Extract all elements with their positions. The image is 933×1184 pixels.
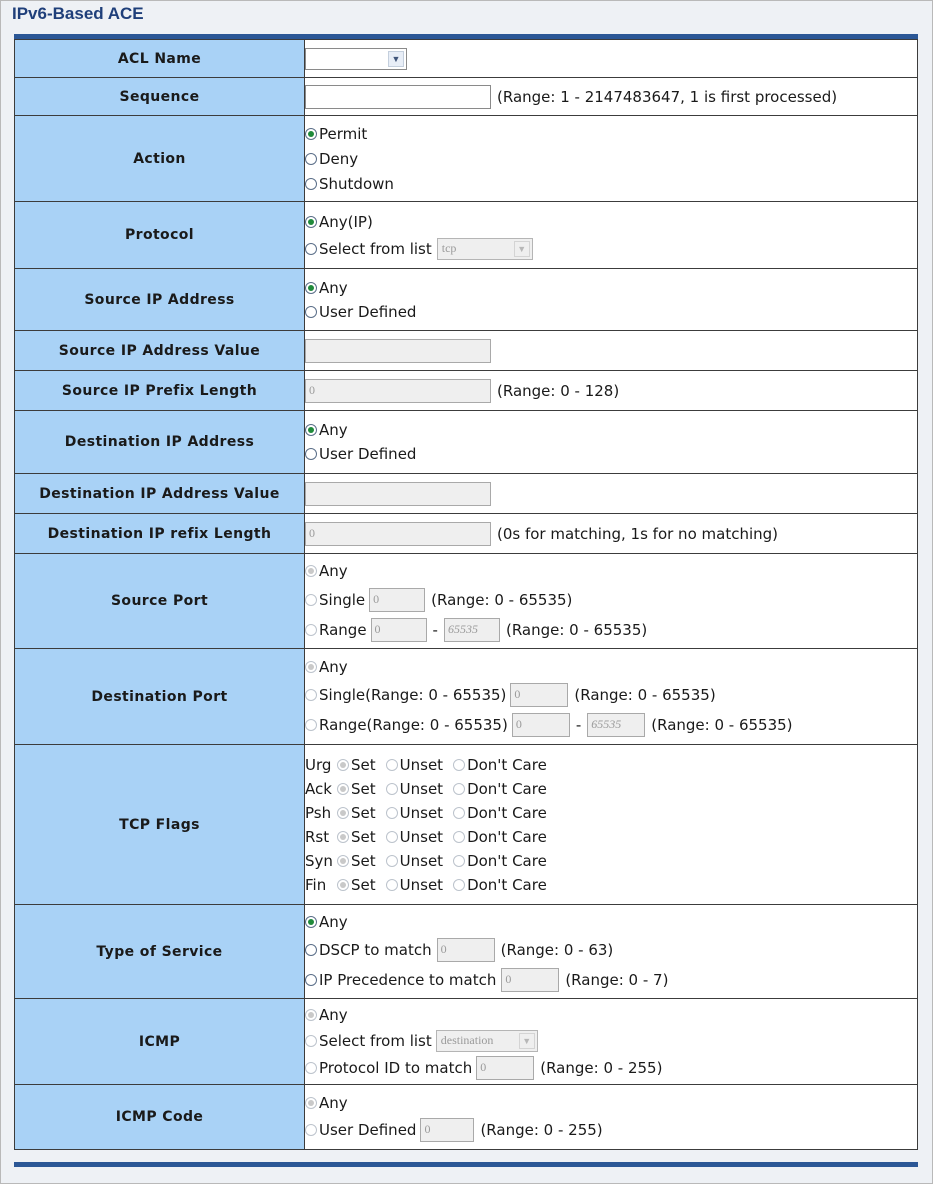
icmp-code-user-input[interactable]: 0 bbox=[420, 1118, 474, 1142]
row-sequence bbox=[15, 78, 918, 116]
tos-any-radio[interactable] bbox=[305, 916, 317, 928]
source-port-any-radio[interactable] bbox=[305, 565, 317, 577]
tos-precedence-radio[interactable] bbox=[305, 974, 317, 986]
tos-dscp-input[interactable]: 0 bbox=[437, 938, 495, 962]
tcp-flag-name: Urg bbox=[305, 755, 332, 774]
acl-name-select[interactable] bbox=[305, 48, 407, 70]
acl-name-label: ACL Name bbox=[15, 40, 305, 78]
row-source-port: Source Port Any Single 0 (Range: 0 - 65535) Range 0 - 65535 (Range: 0 - 65535) bbox=[15, 554, 918, 649]
source-port-range-to-input[interactable]: 65535 bbox=[444, 618, 500, 642]
icmp-protocol-radio[interactable] bbox=[305, 1062, 317, 1074]
icmp-code-label: ICMP Code bbox=[15, 1085, 305, 1150]
row-destination-port: Destination Port Any Single(Range: 0 - 65535) 0 (Range: 0 - 65535) Range(Range: 0 - 65535) 0 - 65535 (Range: 0 - 65535) bbox=[15, 649, 918, 745]
source-ip-user-radio[interactable] bbox=[305, 306, 317, 318]
source-prefix-input[interactable]: 0 bbox=[305, 379, 491, 403]
sequence-hint: (Range: 1 - 2147483647, 1 is first processed) bbox=[497, 87, 838, 106]
tcp-flag-option-label: Set bbox=[351, 875, 376, 894]
tcp-flag-option-label: Unset bbox=[399, 875, 444, 894]
tcp-flag-unset-radio[interactable] bbox=[386, 831, 398, 843]
table-bottom-bar bbox=[14, 1162, 918, 1167]
destination-port-range-radio[interactable] bbox=[305, 719, 317, 731]
protocol-label: Protocol bbox=[15, 202, 305, 269]
tcp-flag-option-label: Unset bbox=[399, 827, 444, 846]
action-shutdown-radio[interactable] bbox=[305, 178, 317, 190]
destination-port-any-radio[interactable] bbox=[305, 661, 317, 673]
tos-label: Type of Service bbox=[15, 905, 305, 999]
row-destination-ip-value bbox=[15, 474, 918, 514]
source-port-single-input[interactable]: 0 bbox=[369, 588, 425, 612]
tcp-flag-dontcare-radio[interactable] bbox=[453, 831, 465, 843]
tcp-flag-option-label: Set bbox=[351, 803, 376, 822]
protocol-list-select[interactable]: tcp ▼ bbox=[437, 238, 533, 260]
tcp-flag-name: Fin bbox=[305, 875, 327, 894]
protocol-list-radio[interactable] bbox=[305, 243, 317, 255]
tcp-flag-name: Ack bbox=[305, 779, 332, 798]
tcp-flag-option-label: Set bbox=[351, 779, 376, 798]
source-ip-label: Source IP Address bbox=[15, 269, 305, 331]
sequence-label: Sequence bbox=[15, 78, 305, 116]
tcp-flag-row bbox=[305, 825, 917, 849]
tcp-flag-dontcare-radio[interactable] bbox=[453, 879, 465, 891]
tcp-flag-row bbox=[305, 849, 917, 873]
protocol-any-radio[interactable] bbox=[305, 216, 317, 228]
destination-ip-user-radio[interactable] bbox=[305, 448, 317, 460]
source-prefix-label: Source IP Prefix Length bbox=[15, 371, 305, 411]
tos-precedence-input[interactable]: 0 bbox=[501, 968, 559, 992]
ace-form-table bbox=[14, 39, 918, 1150]
tcp-flags-label: TCP Flags bbox=[15, 745, 305, 905]
row-destination-prefix bbox=[15, 514, 918, 554]
tcp-flag-set-radio[interactable] bbox=[337, 759, 349, 771]
row-source-prefix bbox=[15, 371, 918, 411]
icmp-label: ICMP bbox=[15, 999, 305, 1085]
tcp-flag-dontcare-radio[interactable] bbox=[453, 759, 465, 771]
destination-port-single-radio[interactable] bbox=[305, 689, 317, 701]
chevron-down-icon: ▼ bbox=[519, 1033, 535, 1049]
destination-prefix-hint: (0s for matching, 1s for no matching) bbox=[497, 524, 779, 543]
sequence-input[interactable] bbox=[305, 85, 491, 109]
tcp-flag-name: Syn bbox=[305, 851, 333, 870]
tcp-flag-option-label: Don't Care bbox=[467, 803, 547, 822]
source-port-single-radio[interactable] bbox=[305, 594, 317, 606]
tcp-flag-name: Rst bbox=[305, 827, 330, 846]
tcp-flag-unset-radio[interactable] bbox=[386, 759, 398, 771]
row-type-of-service: Type of Service Any DSCP to match 0 (Range: 0 - 63) IP Precedence to match 0 (Range: 0 - 7) bbox=[15, 905, 918, 999]
tcp-flag-option-label: Don't Care bbox=[467, 875, 547, 894]
tcp-flag-row bbox=[305, 801, 917, 825]
action-deny-radio[interactable] bbox=[305, 153, 317, 165]
source-port-range-from-input[interactable]: 0 bbox=[371, 618, 427, 642]
tcp-flag-row bbox=[305, 777, 917, 801]
icmp-any-radio[interactable] bbox=[305, 1009, 317, 1021]
panel-title: IPv6-Based ACE bbox=[12, 4, 144, 23]
destination-ip-any-radio[interactable] bbox=[305, 424, 317, 436]
icmp-list-radio[interactable] bbox=[305, 1035, 317, 1047]
row-icmp: ICMP Any Select from list destination ▼ Protocol ID to match 0 (Range: 0 - 255) bbox=[15, 999, 918, 1085]
row-tcp-flags bbox=[15, 745, 918, 905]
tcp-flag-unset-radio[interactable] bbox=[386, 783, 398, 795]
destination-port-label: Destination Port bbox=[15, 649, 305, 745]
source-port-label: Source Port bbox=[15, 554, 305, 649]
tcp-flag-unset-radio[interactable] bbox=[386, 879, 398, 891]
row-action: Action Permit Deny Shutdown bbox=[15, 116, 918, 202]
destination-prefix-label: Destination IP refix Length bbox=[15, 514, 305, 554]
tos-dscp-radio[interactable] bbox=[305, 944, 317, 956]
row-icmp-code: ICMP Code Any User Defined 0 (Range: 0 - 255) bbox=[15, 1085, 918, 1150]
action-label: Action bbox=[15, 116, 305, 202]
destination-ip-value-input[interactable] bbox=[305, 482, 491, 506]
source-port-range-radio[interactable] bbox=[305, 624, 317, 636]
row-protocol: Protocol Any(IP) Select from list tcp ▼ bbox=[15, 202, 918, 269]
tcp-flag-option-label: Unset bbox=[399, 803, 444, 822]
tcp-flag-row bbox=[305, 873, 917, 897]
action-permit-radio[interactable] bbox=[305, 128, 317, 140]
tcp-flag-set-radio[interactable] bbox=[337, 807, 349, 819]
tcp-flag-set-radio[interactable] bbox=[337, 855, 349, 867]
destination-ip-label: Destination IP Address bbox=[15, 411, 305, 474]
tcp-flag-unset-radio[interactable] bbox=[386, 807, 398, 819]
chevron-down-icon: ▼ bbox=[514, 241, 530, 257]
icmp-list-select[interactable]: destination ▼ bbox=[436, 1030, 538, 1052]
source-ip-any-radio[interactable] bbox=[305, 282, 317, 294]
tcp-flag-option-label: Unset bbox=[399, 851, 444, 870]
tcp-flags-cell bbox=[305, 745, 918, 905]
source-prefix-hint: (Range: 0 - 128) bbox=[497, 381, 620, 400]
tcp-flag-option-label: Don't Care bbox=[467, 755, 547, 774]
row-acl-name bbox=[15, 40, 918, 78]
destination-port-range-to-input[interactable]: 65535 bbox=[587, 713, 645, 737]
icmp-protocol-input[interactable]: 0 bbox=[476, 1056, 534, 1080]
tcp-flag-option-label: Don't Care bbox=[467, 851, 547, 870]
tcp-flag-option-label: Set bbox=[351, 851, 376, 870]
tcp-flag-unset-radio[interactable] bbox=[386, 855, 398, 867]
destination-port-single-input[interactable]: 0 bbox=[510, 683, 568, 707]
tcp-flag-dontcare-radio[interactable] bbox=[453, 855, 465, 867]
tcp-flag-dontcare-radio[interactable] bbox=[453, 807, 465, 819]
icmp-code-user-radio[interactable] bbox=[305, 1124, 317, 1136]
destination-port-range-from-input[interactable]: 0 bbox=[512, 713, 570, 737]
tcp-flag-option-label: Set bbox=[351, 755, 376, 774]
tcp-flag-option-label: Unset bbox=[399, 755, 444, 774]
source-ip-value-label: Source IP Address Value bbox=[15, 331, 305, 371]
tcp-flag-set-radio[interactable] bbox=[337, 831, 349, 843]
tcp-flag-row bbox=[305, 753, 917, 777]
row-source-ip-value bbox=[15, 331, 918, 371]
tcp-flag-set-radio[interactable] bbox=[337, 879, 349, 891]
tcp-flag-name: Psh bbox=[305, 803, 332, 822]
tcp-flag-dontcare-radio[interactable] bbox=[453, 783, 465, 795]
tcp-flag-option-label: Don't Care bbox=[467, 779, 547, 798]
source-ip-value-input[interactable] bbox=[305, 339, 491, 363]
tcp-flag-set-radio[interactable] bbox=[337, 783, 349, 795]
row-destination-ip: Destination IP Address Any User Defined bbox=[15, 411, 918, 474]
destination-ip-value-label: Destination IP Address Value bbox=[15, 474, 305, 514]
chevron-down-icon: ▼ bbox=[388, 51, 404, 67]
tcp-flag-option-label: Don't Care bbox=[467, 827, 547, 846]
destination-prefix-input[interactable]: 0 bbox=[305, 522, 491, 546]
tcp-flag-option-label: Unset bbox=[399, 779, 444, 798]
row-source-ip: Source IP Address Any User Defined bbox=[15, 269, 918, 331]
tcp-flag-option-label: Set bbox=[351, 827, 376, 846]
icmp-code-any-radio[interactable] bbox=[305, 1097, 317, 1109]
